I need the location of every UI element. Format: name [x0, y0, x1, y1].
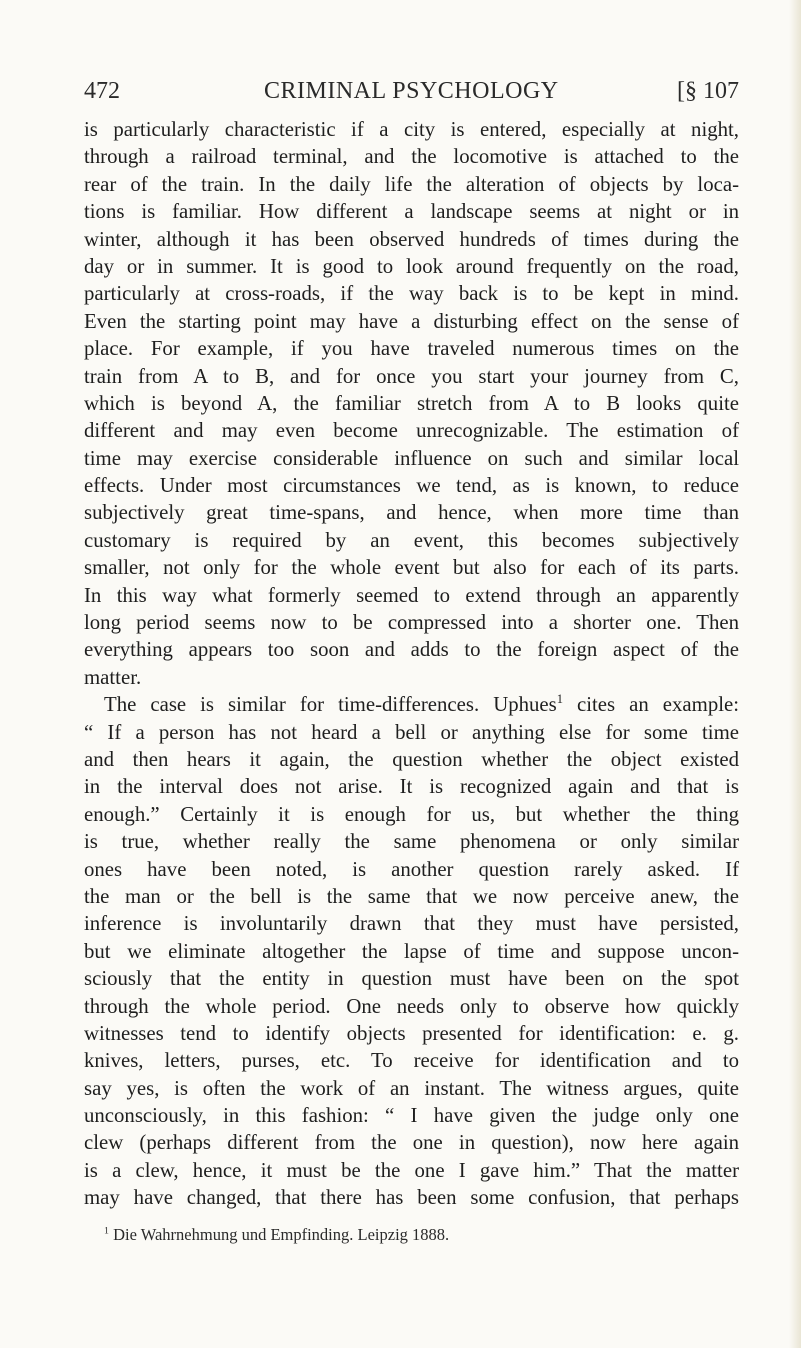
section-reference: [§ 107 — [677, 78, 739, 104]
footnote-text: Die Wahrnehmung und Empfinding. Leipzig 1888. — [108, 1225, 450, 1244]
paragraph-start-line — [84, 691, 739, 718]
text-line: is particularly characteristic if a city is entered, especially at night, — [84, 118, 739, 141]
text-line: is true, whether really the same phenomena or only similar — [84, 830, 739, 854]
text-line: enough.” Certainly it is enough for us, but whether the thing — [84, 802, 739, 826]
text-line: unconsciously, in this fashion: “ I have given the judge only one — [84, 1104, 739, 1128]
text-line: say yes, is often the work of an instant. The witness argues, quite — [84, 1076, 739, 1100]
text-line: place. For example, if you have traveled numerous times on the — [84, 337, 739, 361]
text-line: tions is familiar. How different a landscape seems at night or in — [84, 200, 739, 224]
text-line: the man or the bell is the same that we now perceive anew, the — [84, 884, 739, 908]
text-line: knives, letters, purses, etc. To receive for identification and to — [84, 1049, 739, 1073]
text-fragment: cites an example: — [562, 693, 740, 717]
text-line: through the whole period. One needs only to observe how quickly — [84, 994, 739, 1018]
page-number: 472 — [84, 78, 120, 104]
text-line: ones have been noted, is another question rarely asked. If — [84, 857, 739, 881]
text-line: witnesses tend to identify objects presented for identification: e. g. — [84, 1021, 739, 1045]
page-edge-shadow — [789, 0, 801, 1348]
text-fragment: The case is similar for time-differences. Uphues — [104, 693, 557, 717]
text-line: is a clew, hence, it must be the one I gave him.” That the matter — [84, 1158, 739, 1182]
text-line: which is beyond A, the familiar stretch from A to B looks quite — [84, 391, 739, 415]
text-line: day or in summer. It is good to look around frequently on the road, — [84, 254, 739, 278]
footnote-reference: 1 — [556, 692, 563, 707]
text-line: particularly at cross-roads, if the way back is to be kept in mind. — [84, 282, 739, 306]
text-line: customary is required by an event, this becomes subjectively — [84, 528, 739, 552]
text-line: everything appears too soon and adds to the foreign aspect of the — [84, 638, 739, 662]
text-line: Even the starting point may have a disturbing effect on the sense of — [84, 309, 739, 333]
text-line: may have changed, that there has been some confusion, that perhaps — [84, 1186, 739, 1210]
text-line: time may exercise considerable influence on such and similar local — [84, 446, 739, 470]
footnote — [104, 1225, 449, 1245]
running-head — [84, 78, 739, 112]
text-line: in the interval does not arise. It is recognized again and that is — [84, 775, 739, 799]
text-line: and then hears it again, the question whether the object existed — [84, 747, 739, 771]
text-line: long period seems now to be compressed into a shorter one. Then — [84, 611, 739, 635]
text-line: different and may even become unrecognizable. The estimation of — [84, 419, 739, 443]
text-line: inference is involuntarily drawn that they must have persisted, — [84, 912, 739, 936]
text-line: train from A to B, and for once you start your journey from C, — [84, 364, 739, 388]
body-text — [84, 116, 739, 1212]
book-title: CRIMINAL PSYCHOLOGY — [264, 78, 559, 104]
paragraph-end-line: matter. — [84, 665, 142, 689]
text-line: In this way what formerly seemed to extend through an apparently — [84, 583, 739, 607]
text-line: subjectively great time-spans, and hence, when more time than — [84, 501, 739, 525]
text-line: through a railroad terminal, and the locomotive is attached to the — [84, 145, 739, 169]
text-line: sciously that the entity in question must have been on the spot — [84, 967, 739, 991]
text-line: effects. Under most circumstances we tend, as is known, to reduce — [84, 474, 739, 498]
text-line: rear of the train. In the daily life the alteration of objects by loca- — [84, 172, 739, 196]
footnote-marker: 1 — [104, 1225, 109, 1237]
text-line: but we eliminate altogether the lapse of time and suppose uncon- — [84, 939, 739, 963]
text-line: winter, although it has been observed hundreds of times during the — [84, 227, 739, 251]
text-line: “ If a person has not heard a bell or anything else for some time — [84, 720, 739, 744]
text-line: clew (perhaps different from the one in question), now here again — [84, 1131, 739, 1155]
text-line: smaller, not only for the whole event but also for each of its parts. — [84, 556, 739, 580]
